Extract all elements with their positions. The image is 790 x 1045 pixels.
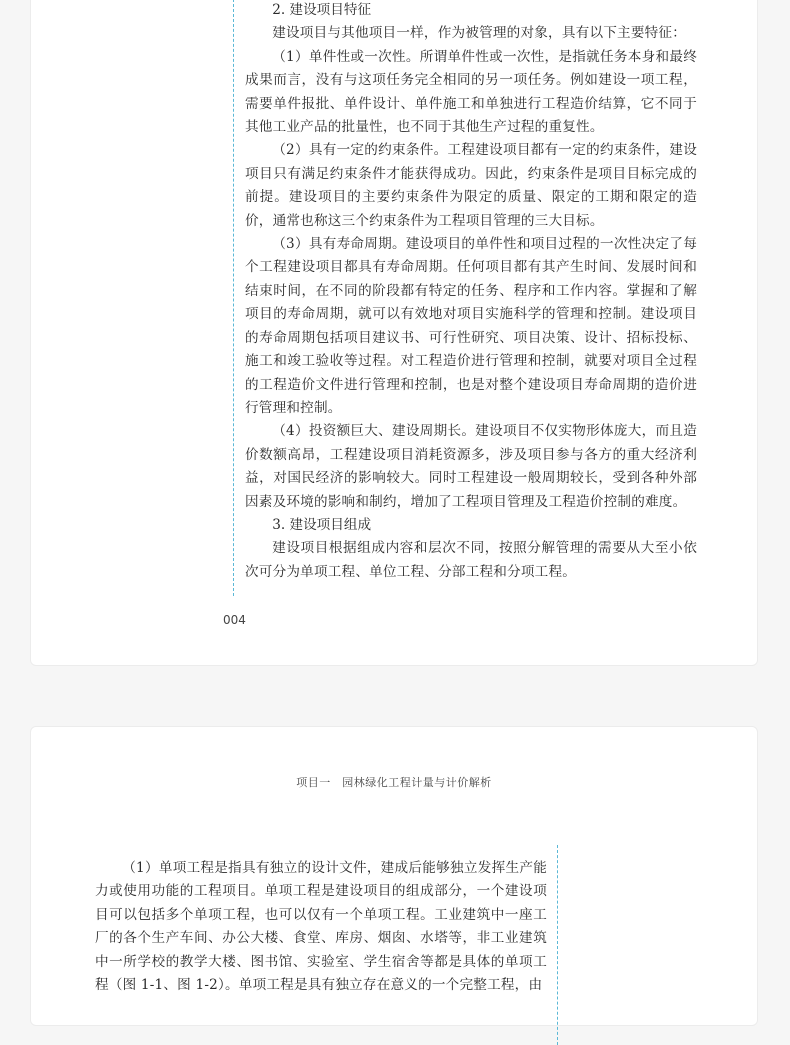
document-page-2 <box>30 726 758 1026</box>
feature-paragraph-2: （2）具有一定的约束条件。工程建设项目都有一定的约束条件，建设项目只有满足约束条件才能获得成功。因此，约束条件是项目目标完成的前提。建设项目的主要约束条件为限定的质量、限定的工期和限定的造价，通常也称这三个约束条件为工程项目管理的三大目标。 <box>245 142 697 229</box>
margin-guide-line <box>557 845 558 1045</box>
composition-paragraph: 建设项目根据组成内容和层次不同，按照分解管理的需要从大至小依次可分为单项工程、单位工程、分部工程和分项工程。 <box>245 540 697 580</box>
feature-paragraph-3: （3）具有寿命周期。建设项目的单件性和项目过程的一次性决定了每个工程建设项目都具有寿命周期。任何项目都有其产生时间、发展时间和结束时间，在不同的阶段都有特定的任务、程序和工作内容。掌握和了解项目的寿命周期，就可以有效地对项目实施科学的管理和控制。建设项目的寿命周期包括项目建议书、可行性研究、项目决策、设计、招标投标、施工和竣工验收等过程。对工程造价进行管理和控制，就要对项目全过程的工程造价文件进行管理和控制，也是对整个建设项目寿命周期的造价进行管理和控制。 <box>245 236 697 416</box>
single-project-paragraph: （1）单项工程是指具有独立的设计文件，建成后能够独立发挥生产能力或使用功能的工程项目。单项工程是建设项目的组成部分，一个建设项目可以包括多个单项工程，也可以仅有一个单项工程。工业建筑中一座工厂的各个生产车间、办公大楼、食堂、库房、烟囱、水塔等，非工业建筑中一所学校的教学大楼、图书馆、实验室、学生宿舍等都是具体的单项工程（图 1-1、图 1-2）。单项工程是具有独立存在意义的一个完整工程，由 <box>95 860 547 994</box>
running-header: 项目一 园林绿化工程计量与计价解析 <box>296 776 492 789</box>
page2-body <box>95 857 547 997</box>
margin-guide-line <box>233 0 234 596</box>
page1-body <box>245 0 697 584</box>
page-number: 004 <box>223 613 246 627</box>
section-heading-features: 2. 建设项目特征 <box>272 2 372 18</box>
features-intro: 建设项目与其他项目一样，作为被管理的对象，具有以下主要特征： <box>272 25 686 42</box>
document-page-1 <box>30 0 758 666</box>
feature-paragraph-4: （4）投资额巨大、建设周期长。建设项目不仅实物形体庞大，而且造价数额高昂，工程建设项目消耗资源多，涉及项目参与各方的重大经济利益，对国民经济的影响较大。同时工程建设一般周期较长，受到各种外部因素及环境的影响和制约，增加了工程项目管理及工程造价控制的难度。 <box>245 423 697 510</box>
section-heading-composition: 3. 建设项目组成 <box>272 516 372 533</box>
feature-paragraph-1: （1）单件性或一次性。所谓单件性或一次性，是指就任务本身和最终成果而言，没有与这项任务完全相同的另一项任务。例如建设一项工程，需要单件报批、单件设计、单件施工和单独进行工程造价结算，它不同于其他工业产品的批量性，也不同于其他生产过程的重复性。 <box>245 48 697 136</box>
